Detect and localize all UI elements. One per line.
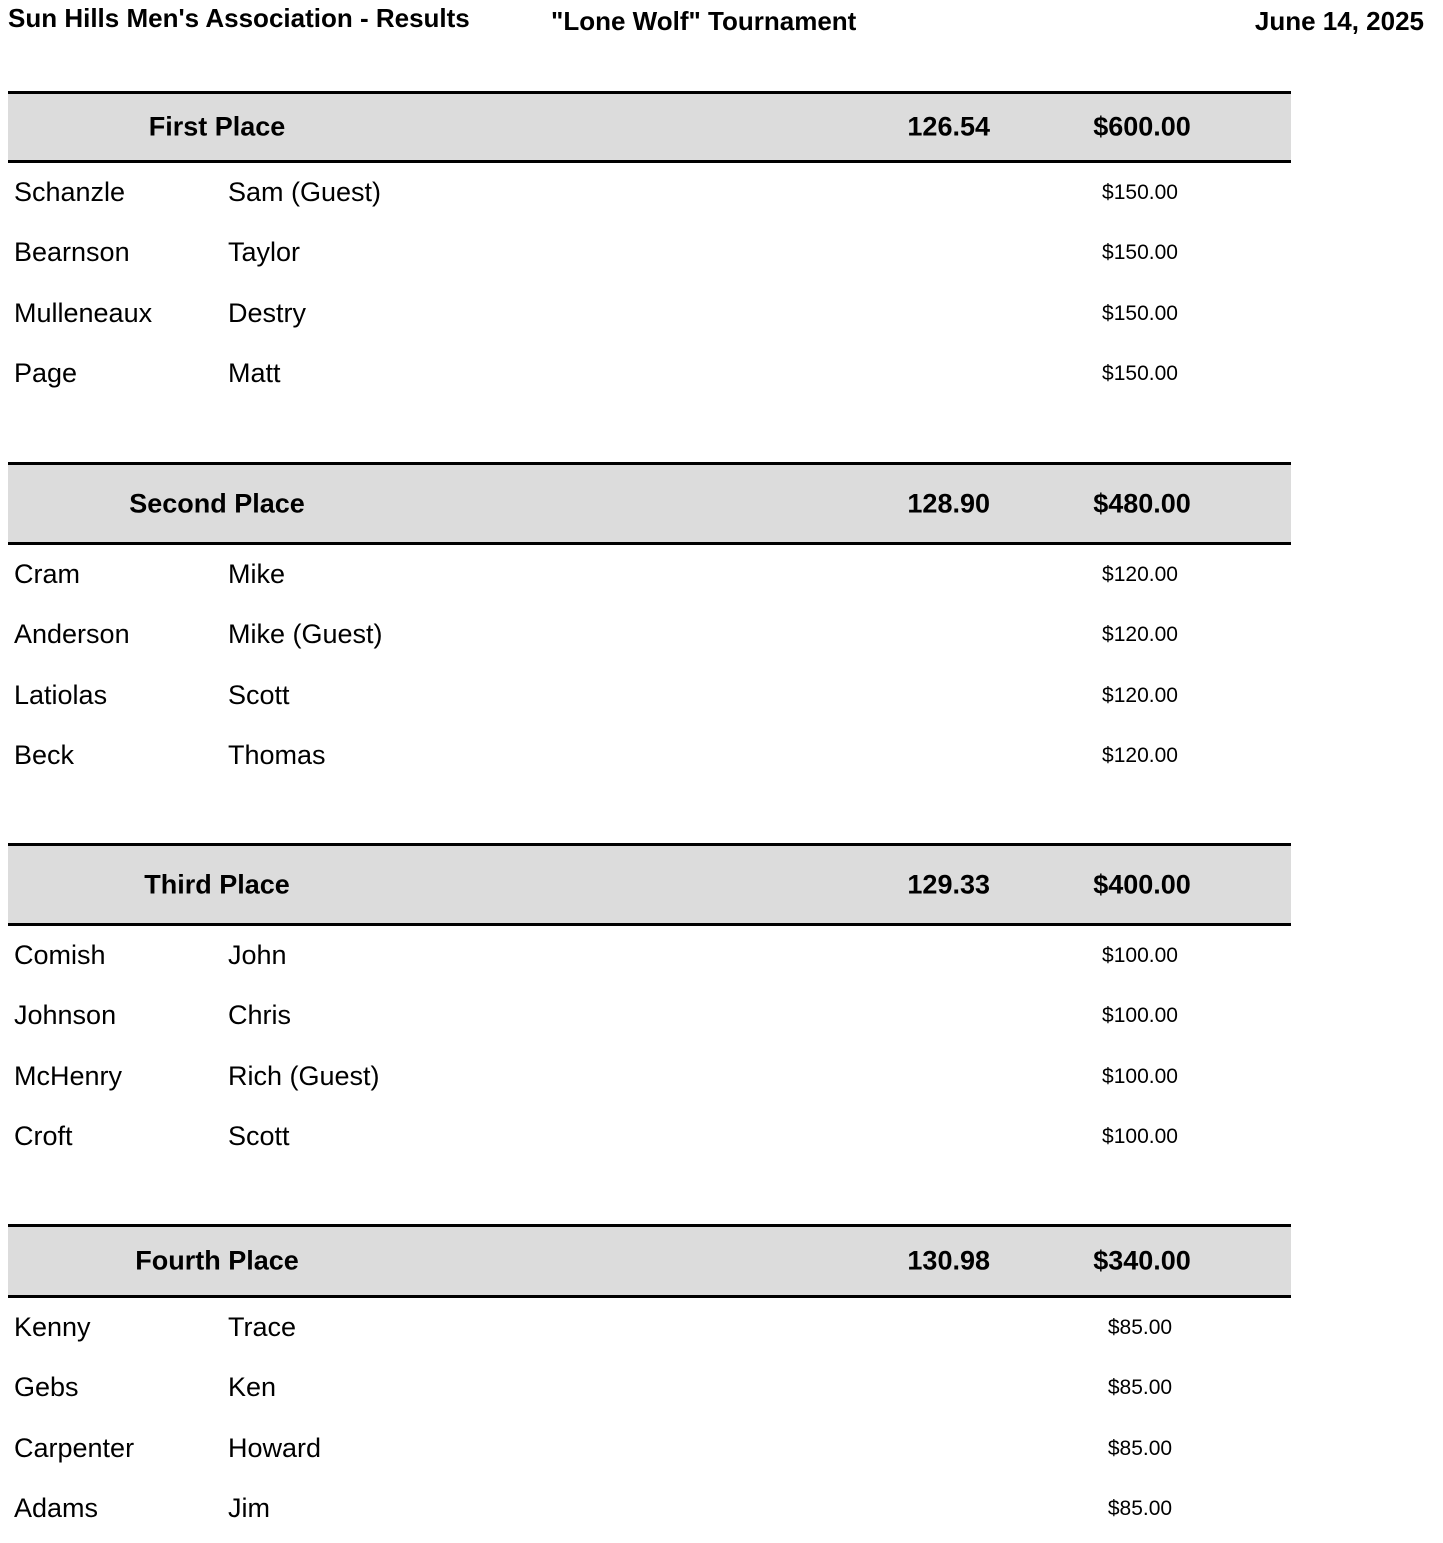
player-last-name: Carpenter	[14, 1432, 135, 1463]
place-label: Third Place	[144, 869, 290, 899]
player-row	[8, 223, 1291, 283]
player-first-name: Jim	[228, 1492, 270, 1523]
organization-title: Sun Hills Men's Association - Results	[8, 3, 470, 33]
player-row	[8, 605, 1291, 665]
player-last-name: Mulleneaux	[14, 297, 153, 328]
player-last-name: Beck	[14, 739, 75, 770]
player-first-name: Taylor	[228, 237, 301, 268]
player-payout: $150.00	[1102, 301, 1178, 325]
player-row	[8, 344, 1291, 404]
player-last-name: Johnson	[14, 1000, 117, 1031]
player-row	[8, 1298, 1291, 1358]
player-payout: $85.00	[1107, 1316, 1173, 1339]
player-last-name: McHenry	[14, 1060, 123, 1091]
player-row	[8, 1479, 1291, 1539]
player-payout: $150.00	[1102, 361, 1178, 385]
player-first-name: Ken	[228, 1372, 277, 1403]
player-first-name: Rich (Guest)	[228, 1060, 380, 1091]
player-first-name: Sam (Guest)	[228, 177, 382, 207]
player-first-name: Mike	[228, 559, 286, 589]
player-first-name: Mike (Guest)	[228, 619, 383, 650]
player-row	[8, 726, 1291, 786]
player-row	[8, 1419, 1291, 1479]
player-row	[8, 666, 1291, 726]
player-row	[8, 1107, 1291, 1167]
place-header-bar	[8, 843, 1291, 926]
place-label: Fourth Place	[135, 1245, 299, 1276]
player-last-name: Schanzle	[14, 177, 126, 207]
player-first-name: Matt	[228, 357, 281, 388]
team-score: 130.98	[907, 1245, 990, 1276]
player-payout: $100.00	[1102, 1124, 1178, 1148]
player-first-name: Chris	[228, 1000, 292, 1031]
place-section-fourth	[8, 1224, 1291, 1539]
player-payout: $120.00	[1102, 563, 1178, 586]
player-first-name: Destry	[228, 297, 307, 328]
place-label: Second Place	[129, 488, 305, 518]
player-row	[8, 986, 1291, 1046]
place-header-bar	[8, 91, 1291, 163]
player-last-name: Cram	[14, 559, 80, 589]
player-first-name: John	[228, 940, 287, 970]
team-score: 129.33	[907, 869, 990, 899]
player-payout: $85.00	[1107, 1376, 1173, 1400]
player-last-name: Bearnson	[14, 237, 130, 268]
player-last-name: Adams	[14, 1492, 99, 1523]
player-row	[8, 1047, 1291, 1107]
player-payout: $150.00	[1102, 241, 1178, 265]
player-row	[8, 545, 1291, 605]
player-last-name: Comish	[14, 940, 106, 970]
player-payout: $120.00	[1102, 683, 1178, 707]
team-prize: $340.00	[1093, 1245, 1191, 1276]
place-header-bar	[8, 462, 1291, 545]
player-first-name: Scott	[228, 679, 290, 710]
player-row	[8, 1358, 1291, 1418]
player-last-name: Page	[14, 357, 78, 388]
team-prize: $600.00	[1093, 111, 1191, 142]
player-last-name: Gebs	[14, 1372, 79, 1403]
event-date: June 14, 2025	[1254, 6, 1424, 36]
place-section-third	[8, 843, 1291, 1167]
player-row	[8, 284, 1291, 344]
player-row	[8, 163, 1291, 223]
place-label: First Place	[148, 111, 286, 142]
player-payout: $120.00	[1102, 743, 1178, 767]
player-payout: $85.00	[1107, 1436, 1173, 1460]
player-payout: $150.00	[1102, 181, 1178, 204]
team-score: 128.90	[907, 488, 990, 518]
player-last-name: Latiolas	[14, 679, 108, 710]
player-payout: $100.00	[1102, 1004, 1178, 1028]
player-first-name: Thomas	[228, 739, 326, 770]
player-first-name: Scott	[228, 1120, 290, 1151]
page-header	[0, 0, 1443, 50]
player-last-name: Croft	[14, 1120, 73, 1151]
player-last-name: Anderson	[14, 619, 130, 650]
team-score: 126.54	[907, 111, 990, 142]
player-first-name: Howard	[228, 1432, 322, 1463]
player-payout: $100.00	[1102, 1064, 1178, 1088]
player-first-name: Trace	[228, 1312, 297, 1342]
player-last-name: Kenny	[14, 1312, 91, 1342]
player-payout: $100.00	[1102, 944, 1178, 967]
place-section-first	[8, 91, 1291, 404]
team-prize: $480.00	[1093, 488, 1191, 518]
place-header-bar	[8, 1224, 1291, 1298]
player-row	[8, 926, 1291, 986]
event-title: "Lone Wolf" Tournament	[551, 6, 857, 36]
player-payout: $120.00	[1102, 623, 1178, 647]
player-payout: $85.00	[1107, 1496, 1173, 1520]
place-section-second	[8, 462, 1291, 786]
team-prize: $400.00	[1093, 869, 1191, 899]
